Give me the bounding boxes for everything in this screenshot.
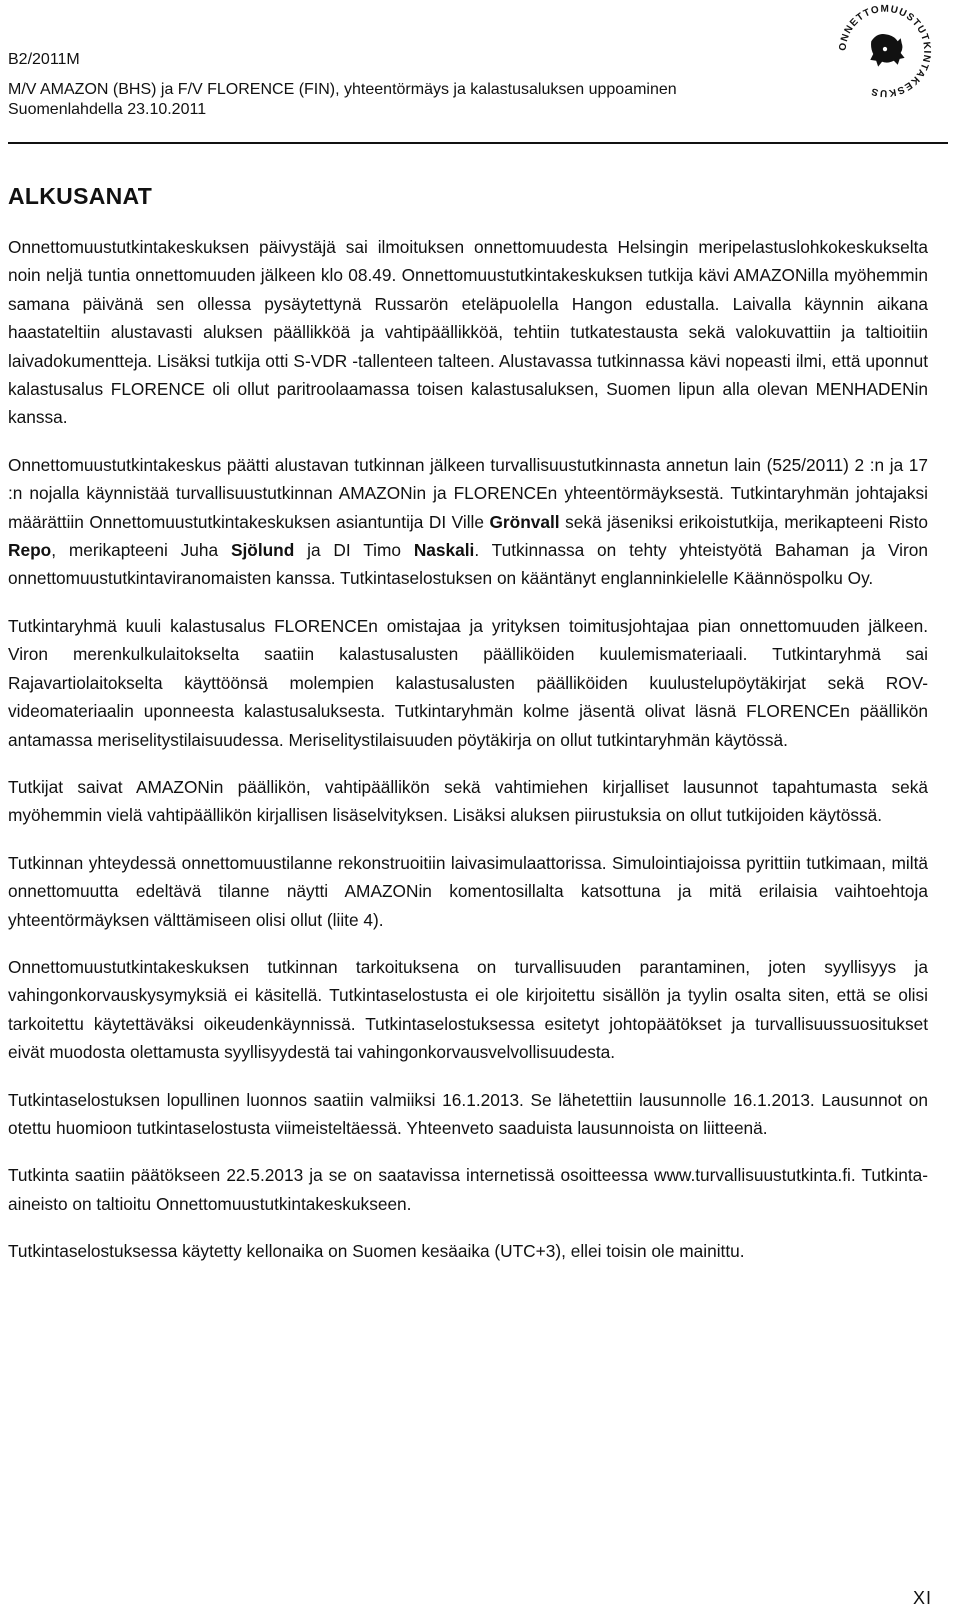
name-sjolund: Sjölund — [230, 540, 295, 561]
paragraph-4: Tutkijat saivat AMAZONin päällikön, vahtipäällikön sekä vahtimiehen kirjalliset lausunnot tapahtumasta sekä myöhemmin vielä vahtipäällikön kirjallisen lisäselvityksen. Lisäksi aluksen piirustuksia on ollut tutkijoiden käytössä. — [8, 776, 928, 826]
paragraph-7: Tutkintaselostuksen lopullinen luonnos saatiin valmiiksi 16.1.2013. Se lähetettiin lausunnolle 16.1.2013. Lausunnot on otettu huomioon tutkintaselostusta viimeisteltäessä. Yhteenveto saaduista lausunnoista on liitteenä. — [8, 1089, 928, 1138]
paragraph-9: Tutkintaselostuksessa käytetty kellonaika on Suomen kesäaika (UTC+3), ellei toisin ole mainittu. — [8, 1241, 745, 1262]
report-title-line-1: M/V AMAZON (BHS) ja F/V FLORENCE (FIN), yhteentörmäys ja kalastusaluksen uppoaminen — [8, 81, 677, 98]
paragraph-2: Onnettomuustutkintakeskus päätti alustavan tutkinnan jälkeen turvallisuustutkinnasta annetun lain (525/2011) 2 :n ja 17 :n nojalla käynnistää turvallisuustutkinnan AMAZONin ja FLORENCEn yhteentörmäyksestä. Tutkintaryhmän johtajaksi määrättiin Onnettomuustutkintakeskuksen asiantuntija DI Ville Grönvall sekä jäseniksi erikoistutkija, merikapteeni Risto Repo, merikapteeni Juha Sjölund ja DI Timo Naskali. Tutkinnassa on tehty yhteistyötä Bahaman ja Viron onnettomuustutkintaviranomaisten kanssa. Tutkintaselostuksen on kääntänyt englanninkielelle Käännöspolku Oy. — [8, 454, 928, 589]
document-header — [8, 50, 948, 120]
onnettomuustutkintakeskus-seal-logo — [836, 2, 934, 100]
paragraph-5: Tutkinnan yhteydessä onnettomuustilanne rekonstruoitiin laivasimulaattorissa. Simulointiajoissa pyrittiin tutkimaan, miltä onnettomuutta edeltävä tilanne näytti AMAZONin komentosillalta katsottuna ja mitä erilaisia vaihtoehtoja yhteentörmäyksen välttämiseen olisi ollut (liite 4). — [8, 852, 928, 930]
paragraph-8: Tutkinta saatiin päätökseen 22.5.2013 ja se on saatavissa internetissä osoitteessa www.turvallisuustutkinta.fi. Tutkinta-aineisto on taltioitu Onnettomuustutkintakeskukseen. — [8, 1165, 928, 1214]
name-gronvall: Grönvall — [489, 511, 560, 532]
report-id: B2/2011M — [8, 51, 80, 68]
svg-text:ONNETTOMUUSTUTKINTAKESKUS: ONNETTOMUUSTUTKINTAKESKUS — [837, 3, 933, 99]
header-divider — [8, 142, 948, 144]
name-repo: Repo — [8, 540, 52, 561]
paragraph-3: Tutkintaryhmä kuuli kalastusalus FLORENCEn omistajaa ja yrityksen toimitusjohtajaa pian onnettomuuden jälkeen. Viron merenkulkulaitokselta saatiin kalastusalusten päälliköiden kuulemismateriaali. Tutkintaryhmä sai Rajavartiolaitokselta käyttöönsä molempien kalastusalusten päälliköiden kuulustelupöytäkirjat sekä ROV-videomateriaalin uponneesta kalastusaluksesta. Tutkintaryhmän kolme jäsentä olivat läsnä FLORENCEn päällikön antamassa meriselitystilaisuudessa. Meriselitystilaisuuden pöytäkirja on ollut tutkintaryhmän käytössä. — [8, 615, 928, 750]
paragraph-6: Onnettomuustutkintakeskuksen tutkinnan tarkoituksena on turvallisuuden parantaminen, joten syyllisyys ja vahingonkorvauskysymyksiä ei käsitellä. Tutkintaselostusta ei ole kirjoitettu sisällön ja tyylin osalta siten, että se olisi tarkoitettu käytettäväksi oikeudenkäynnissä. Tutkintaselostuksessa esitetyt johtopäätökset ja turvallisuussuositukset eivät muodosta olettamusta syyllisyydestä tai vahingonkorvausvelvollisuudesta. — [8, 956, 928, 1063]
report-title-line-2: Suomenlahdella 23.10.2011 — [8, 101, 207, 118]
section-title: ALKUSANAT — [8, 183, 153, 209]
name-naskali: Naskali — [413, 540, 475, 561]
lion-emblem-icon — [870, 34, 904, 67]
paragraph-1: Onnettomuustutkintakeskuksen päivystäjä sai ilmoituksen onnettomuudesta Helsingin meripelastuslohkokeskukselta noin neljä tuntia onnettomuuden jälkeen klo 08.49. Onnettomuustutkintakeskuksen tutkija kävi AMAZONilla myöhemmin samana päivänä sen ollessa pysäytettynä Russarön eteläpuolella Hangon edustalla. Laivalla käynnin aikana haastateltiin alustavasti aluksen päällikköä ja vahtipäällikköä, tehtiin tutkatestausta sekä valokuvattiin ja taltioitiin laivadokumentteja. Lisäksi tutkija otti S-VDR -tallenteen talteen. Alustavassa tutkinnassa kävi nopeasti ilmi, että uponnut kalastusalus FLORENCE oli ollut paritroolaamassa toisen kalastusaluksen, Suomen lipun alla olevan MENHADENin kanssa. — [8, 237, 928, 428]
body-text — [8, 233, 928, 1266]
page-number: XI — [912, 1588, 932, 1608]
